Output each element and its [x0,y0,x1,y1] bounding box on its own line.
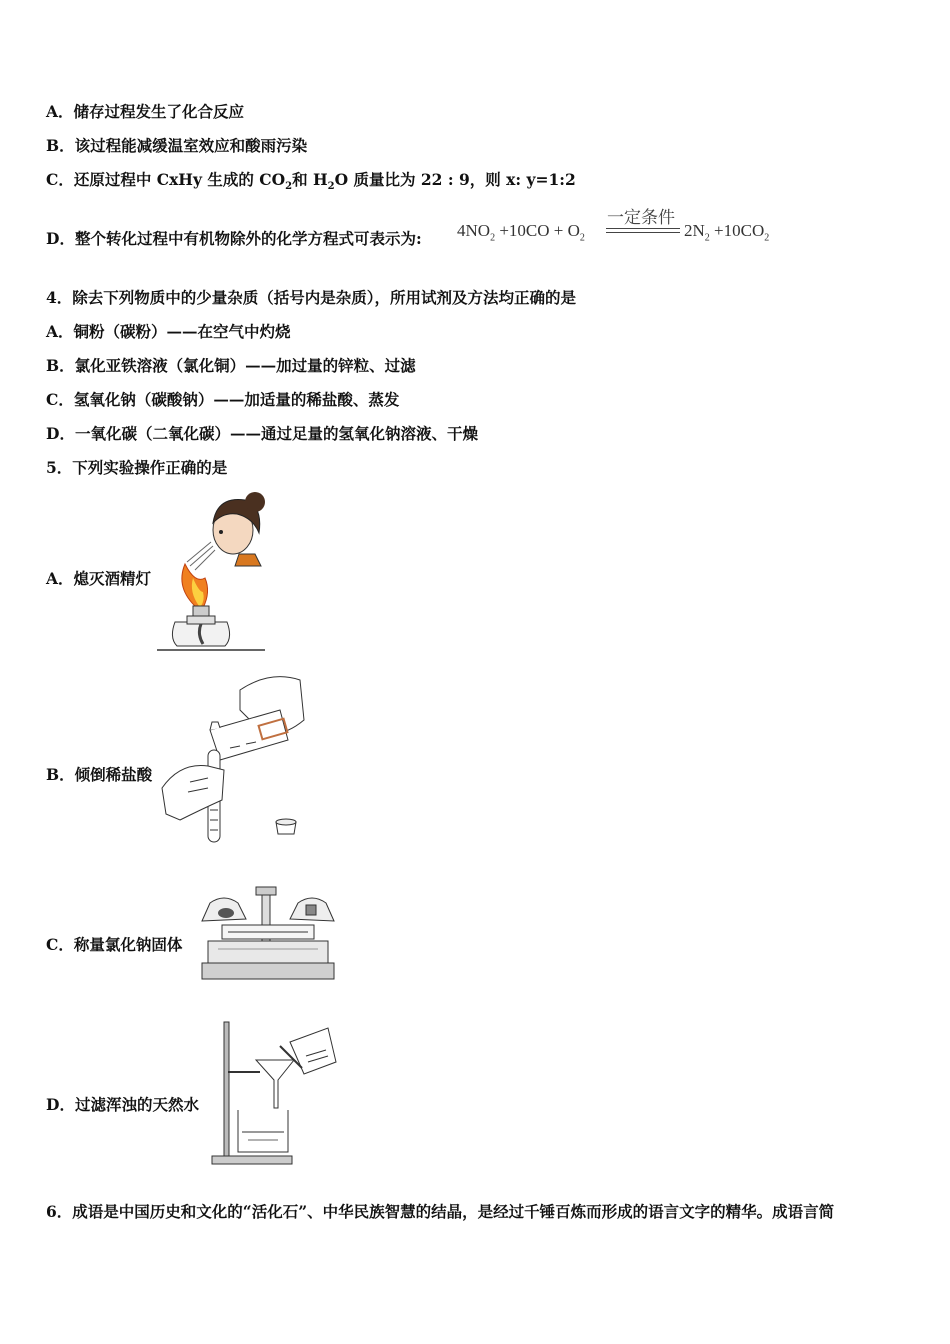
equation-equals-top [606,228,680,229]
balance-figure [198,885,338,983]
equation-condition: 一定条件 [607,208,675,228]
q5-stem: 5．下列实验操作正确的是 [46,458,228,477]
q5-option-d: D．过滤浑浊的天然水 [46,1095,199,1114]
q4-option-c: C．氢氧化钠（碳酸钠）——加适量的稀盐酸、蒸发 [46,390,400,409]
equation-equals-bottom [606,232,680,233]
q3-option-d: D．整个转化过程中有机物除外的化学方程式可表示为: [46,229,422,248]
equation-products: $2N_2 +10CO_2$ [684,221,770,244]
filtration-figure [208,1018,340,1168]
q4-option-a: A．铜粉（碳粉）——在空气中灼烧 [46,322,291,341]
q5-option-b: B．倾倒稀盐酸 [46,765,153,784]
q3-option-a: A．储存过程发生了化合反应 [46,102,245,121]
q5-option-c: C．称量氯化钠固体 [46,935,183,954]
q3-option-b: B．该过程能减缓温室效应和酸雨污染 [46,136,308,155]
q5-option-a: A．熄灭酒精灯 [46,569,152,588]
q4-option-b: B．氯化亚铁溶液（氯化铜）——加过量的锌粒、过滤 [46,356,416,375]
q4-stem: 4．除去下列物质中的少量杂质（括号内是杂质），所用试剂及方法均正确的是 [46,288,577,307]
equation-reactants: $4NO_2 +10CO + O_2$ [457,221,585,244]
q3-option-c: C．还原过程中 CxHy 生成的 $CO_2$和 $H_2O$ 质量比为 22 : 9，则 x: y=1:2 [46,170,576,193]
q6-stem: 6．成语是中国历史和文化的“活化石”、中华民族智慧的结晶，是经过千锤百炼而形成的语言文字的精华。成语言简 [46,1202,835,1221]
q4-option-d: D．一氧化碳（二氧化碳）——通过足量的氢氧化钠溶液、干燥 [46,424,478,443]
pouring-acid-figure [160,670,310,848]
alcohol-lamp-figure [155,488,275,653]
